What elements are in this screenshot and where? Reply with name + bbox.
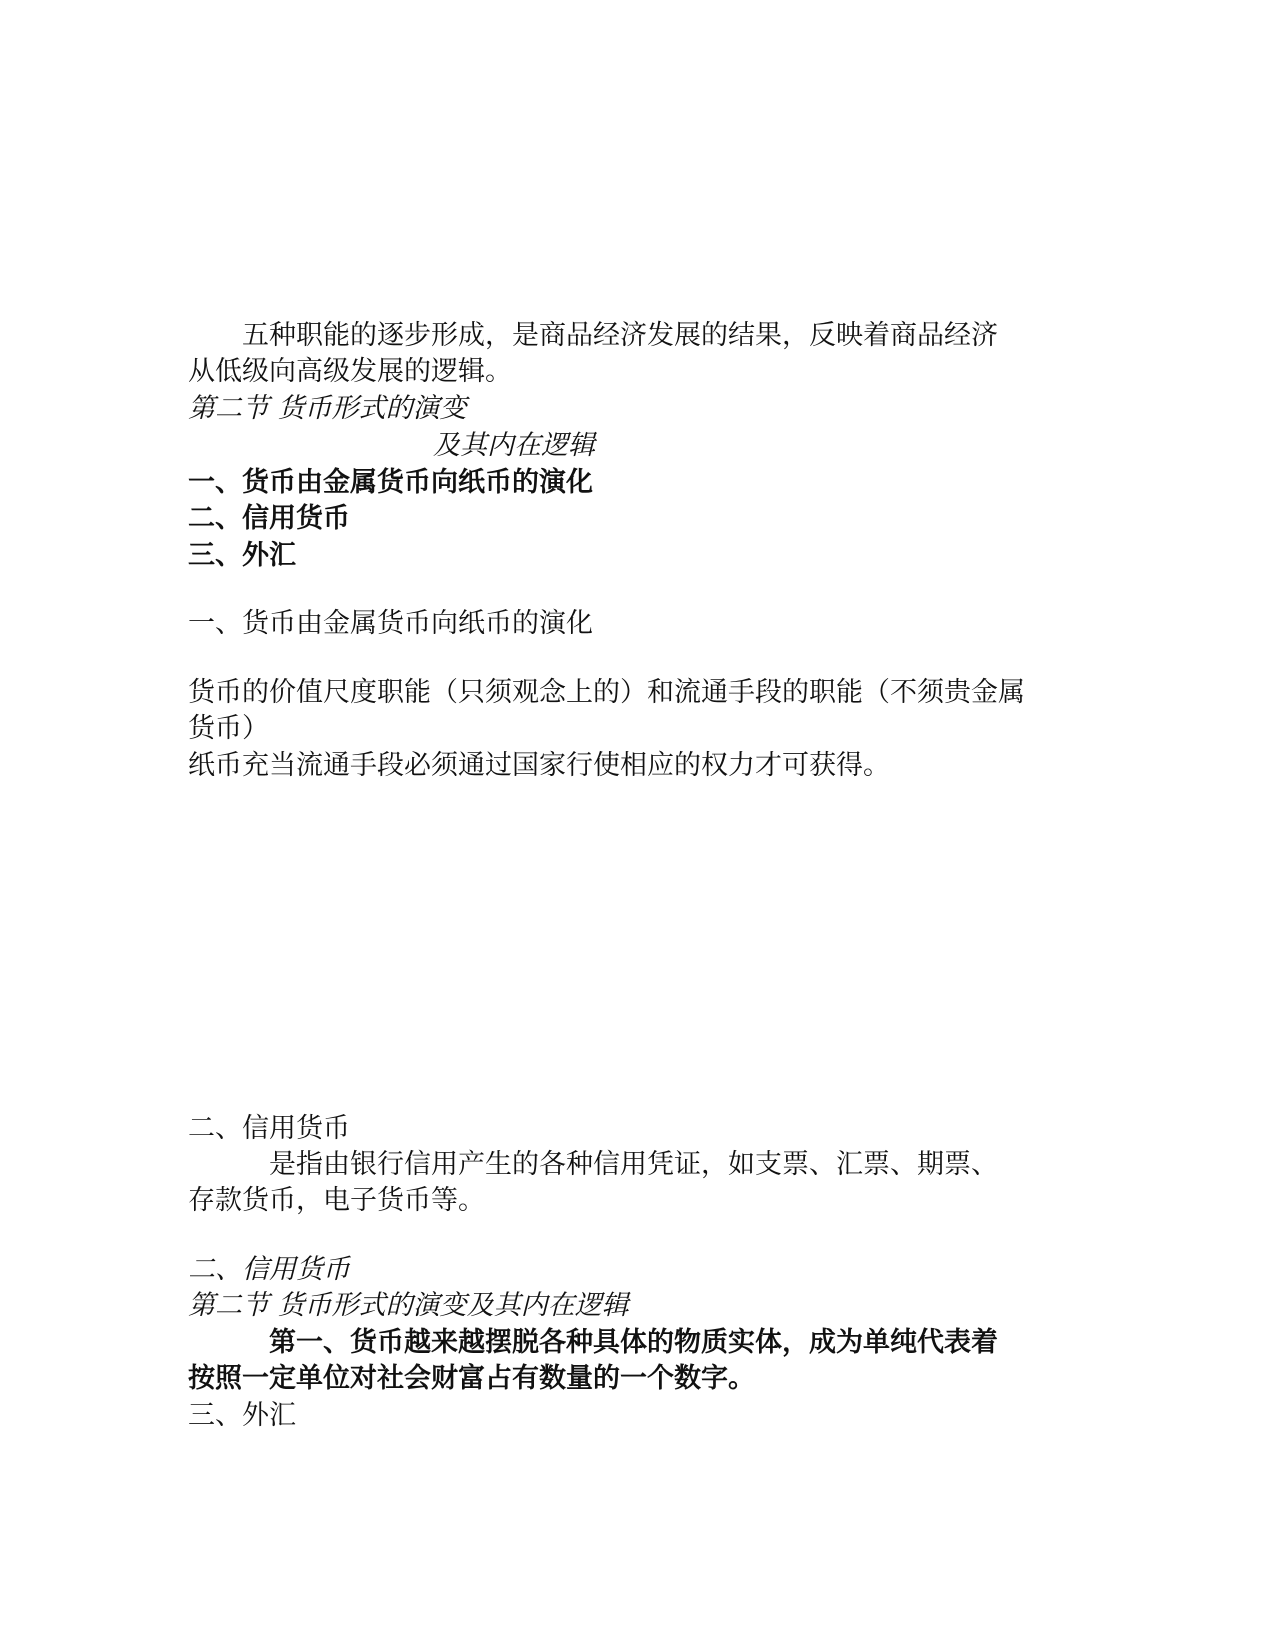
section-heading-continuation: 及其内在逻辑: [433, 430, 595, 461]
subsection-heading: 一、货币由金属货币向纸币的演化: [188, 608, 593, 639]
subsection-heading: 二、信用货币: [188, 1113, 350, 1144]
section-heading: 第二节 货币形式的演变及其内在逻辑: [188, 1290, 629, 1321]
outline-item-3: 三、外汇: [188, 540, 296, 571]
body-text-line: 是指由银行信用产生的各种信用凭证，如支票、汇票、期票、: [188, 1149, 998, 1180]
body-text-line: 五种职能的逐步形成，是商品经济发展的结果，反映着商品经济: [188, 320, 998, 351]
section-heading: 第二节 货币形式的演变: [188, 393, 467, 424]
body-text-line: 存款货币，电子货币等。: [188, 1185, 485, 1216]
subsection-heading: 三、外汇: [188, 1400, 296, 1431]
subsection-heading: 二、信用货币: [188, 1254, 350, 1285]
emphasis-text-line: 第一、货币越来越摆脱各种具体的物质实体，成为单纯代表着: [188, 1327, 998, 1358]
emphasis-text-line: 按照一定单位对社会财富占有数量的一个数字。: [188, 1363, 755, 1394]
outline-item-1: 一、货币由金属货币向纸币的演化: [188, 467, 593, 498]
body-text-line: 货币的价值尺度职能（只须观念上的）和流通手段的职能（不须贵金属: [188, 677, 1025, 708]
body-text-line: 货币）: [188, 713, 269, 744]
body-text-line: 纸币充当流通手段必须通过国家行使相应的权力才可获得。: [188, 750, 890, 781]
outline-item-2: 二、信用货币: [188, 503, 350, 534]
body-text-line: 从低级向高级发展的逻辑。: [188, 356, 512, 387]
